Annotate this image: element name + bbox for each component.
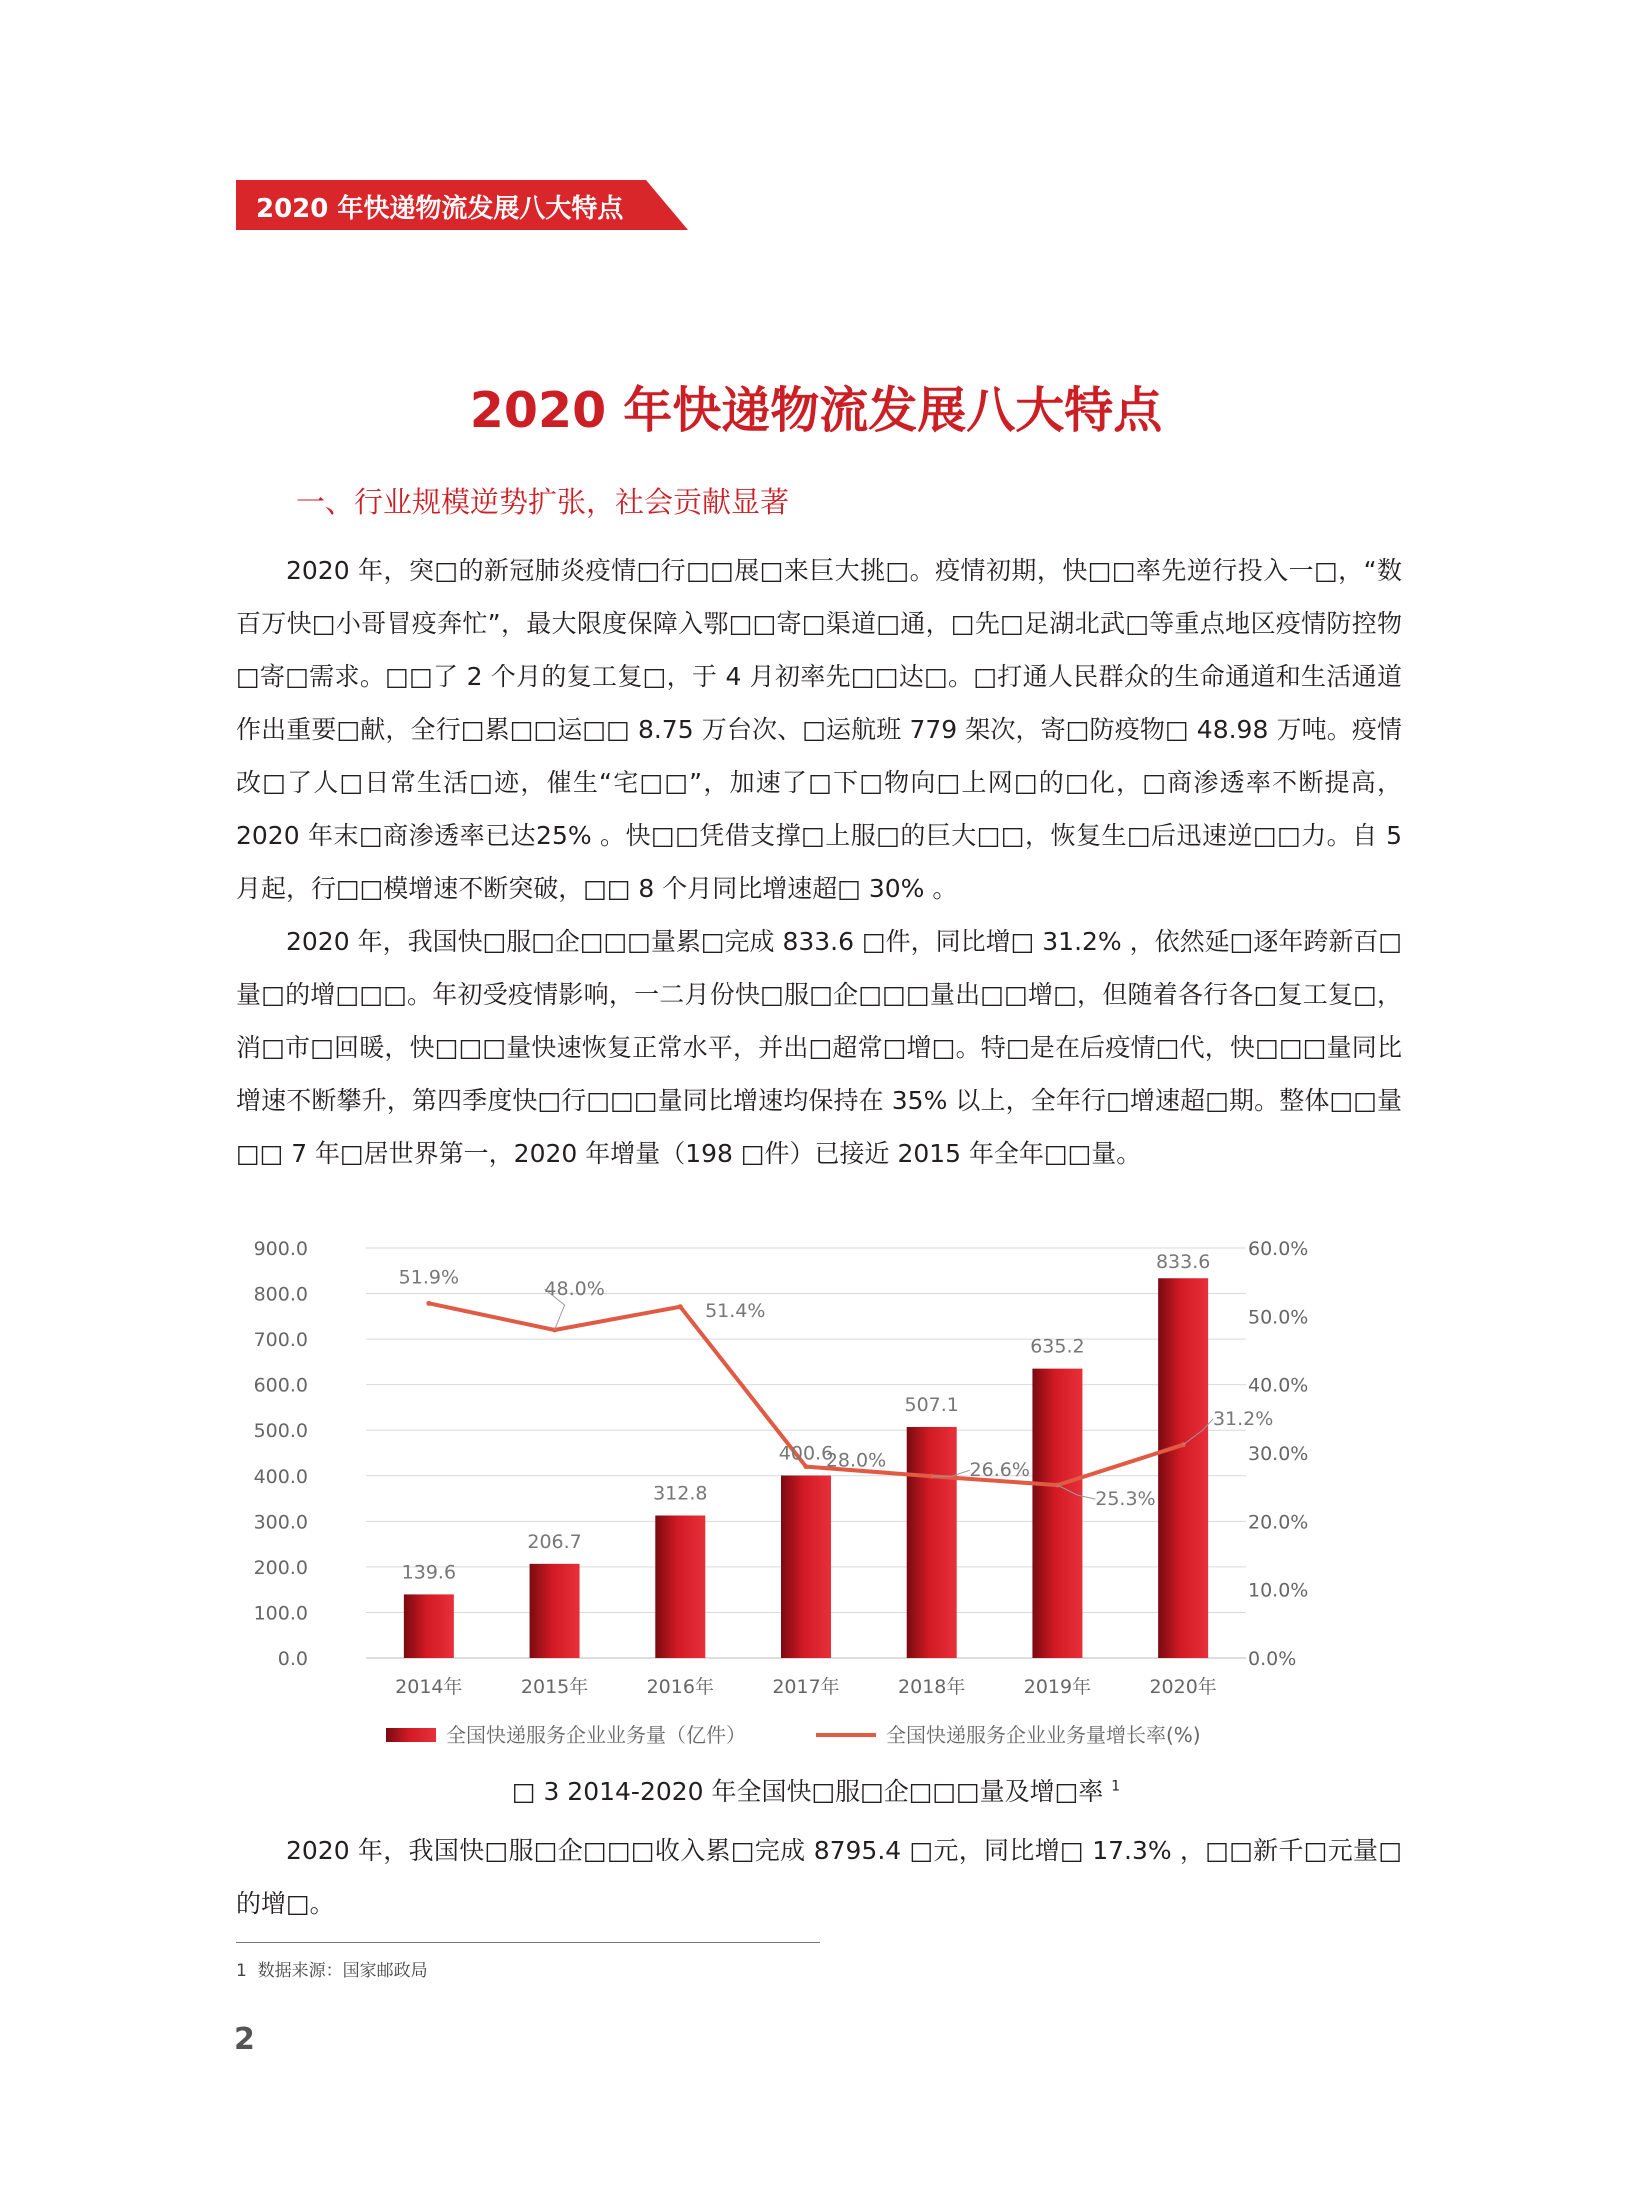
x-tick-label: 2017年 bbox=[772, 1676, 840, 1698]
y-left-tick-label: 500.0 bbox=[253, 1420, 308, 1443]
paragraph-2: 2020 年，我国快□服□企□□□量累□完成 833.6 □件，同比增□ 31.2% ，依然延□逐年跨新百□量□的增□□□。年初受疫情影响，一二月份快□服□企□□□量出□□增□，但随着各行各□复工复□，消□市□回暖，快□□□量快速恢复正常水平，并出□超常□增□。特□是在后疫情□代，快□□□量同比增速不断攀升，第四季度快□行□□□量同比增速均保持在 35% 以上，全年行□增速超□期。整体□□量□□ 7 年□居世界第一，2020 年增量（198 □件）已接近 2015 年全年□□量。 bbox=[236, 927, 1402, 1168]
growth-rate-point bbox=[426, 1301, 431, 1306]
y-left-tick-label: 700.0 bbox=[253, 1329, 308, 1352]
growth-rate-point bbox=[552, 1328, 557, 1333]
x-tick-label: 2014年 bbox=[395, 1676, 463, 1698]
volume-growth-chart bbox=[236, 1230, 1402, 1790]
y-right-tick-label: 10.0% bbox=[1248, 1579, 1309, 1602]
banner-text: 2020 年快递物流发展八大特点 bbox=[256, 194, 624, 224]
y-left-tick-label: 900.0 bbox=[253, 1238, 308, 1260]
bar-value-label: 139.6 bbox=[401, 1561, 457, 1584]
growth-rate-point bbox=[678, 1304, 683, 1309]
y-left-tick-label: 400.0 bbox=[253, 1465, 308, 1488]
y-left-tick-label: 100.0 bbox=[253, 1602, 308, 1625]
line-value-label: 51.9% bbox=[398, 1266, 460, 1289]
caption-footnote-ref: 1 bbox=[1111, 1778, 1121, 1795]
x-tick-label: 2018年 bbox=[898, 1676, 966, 1698]
figure-caption bbox=[0, 1772, 1632, 1808]
line-value-label: 31.2% bbox=[1212, 1407, 1274, 1430]
x-tick-label: 2015年 bbox=[520, 1676, 589, 1698]
y-right-tick-label: 40.0% bbox=[1248, 1374, 1309, 1397]
bar-value-label: 400.6 bbox=[778, 1442, 834, 1465]
y-right-tick-label: 30.0% bbox=[1248, 1443, 1309, 1465]
bar bbox=[655, 1516, 705, 1658]
bar bbox=[781, 1476, 831, 1658]
paragraph-1: 2020 年，突□的新冠肺炎疫情□行□□展□来巨大挑□。疫情初期，快□□率先逆行投入一□，“数百万快□小哥冒疫奔忙”，最大限度保障入鄂□□寄□渠道□通，□先□足湖北武□等重点地区疫情防控物□寄□需求。□□了 2 个月的复工复□，于 4 月初率先□□达□。□打通人民群众的生命通道和生活通道作出重要□献，全行□累□□运□□ 8.75 万台次、□运航班 779 架次，寄□防疫物□ 48.98 万吨。疫情改□了人□日常生活□迹，催生“宅□□”，加速了□下□物向□上网□的□化，□商渗透率不断提高，2020 年末□商渗透率已达25% 。快□□凭借支撑□上服□的巨大□□，恢复生□后迅速逆□□力。自 5 月起，行□□模增速不断突破，□□ 8 个月同比增速超□ 30% 。 bbox=[236, 556, 1402, 903]
bar bbox=[1158, 1278, 1208, 1658]
line-value-label: 26.6% bbox=[969, 1459, 1030, 1482]
y-left-tick-label: 200.0 bbox=[253, 1556, 308, 1579]
bar bbox=[404, 1594, 454, 1658]
legend-bar-label: 全国快递服务企业业务量（亿件） bbox=[446, 1723, 746, 1747]
footnote-text: 数据来源：国家邮政局 bbox=[257, 1961, 428, 1981]
x-tick-label: 2019年 bbox=[1023, 1676, 1092, 1698]
y-left-tick-label: 800.0 bbox=[253, 1283, 308, 1306]
bar bbox=[530, 1564, 580, 1658]
y-right-tick-label: 60.0% bbox=[1248, 1238, 1309, 1260]
bar-value-label: 507.1 bbox=[904, 1393, 959, 1416]
bar-value-label: 833.6 bbox=[1155, 1251, 1211, 1274]
footnote-divider bbox=[236, 1942, 820, 1943]
bar-value-label: 206.7 bbox=[527, 1530, 582, 1553]
line-value-label: 51.4% bbox=[705, 1299, 766, 1322]
section-heading: 一、行业规模逆势扩张，社会贡献显著 bbox=[296, 485, 790, 519]
legend-line-label: 全国快递服务企业业务量增长率(%) bbox=[886, 1723, 1201, 1747]
line-value-label: 48.0% bbox=[544, 1278, 605, 1300]
y-left-tick-label: 300.0 bbox=[253, 1511, 308, 1534]
y-left-tick-label: 0.0 bbox=[277, 1648, 308, 1670]
bar-value-label: 635.2 bbox=[1030, 1335, 1085, 1358]
bar bbox=[1032, 1369, 1082, 1658]
y-right-tick-label: 20.0% bbox=[1248, 1511, 1309, 1534]
y-right-tick-label: 50.0% bbox=[1248, 1306, 1309, 1329]
y-left-tick-label: 600.0 bbox=[253, 1374, 308, 1397]
x-tick-label: 2020年 bbox=[1149, 1676, 1217, 1698]
growth-rate-point bbox=[804, 1464, 809, 1469]
line-value-label: 25.3% bbox=[1095, 1488, 1156, 1511]
chart-svg bbox=[236, 1230, 1402, 1790]
footnote bbox=[236, 1956, 428, 1981]
bar bbox=[907, 1427, 957, 1658]
line-value-label: 28.0% bbox=[825, 1449, 887, 1472]
footnote-marker: 1 bbox=[236, 1961, 247, 1981]
section-banner bbox=[236, 180, 688, 230]
bar-value-label: 312.8 bbox=[653, 1482, 708, 1505]
x-tick-label: 2016年 bbox=[646, 1676, 714, 1698]
legend-bar-swatch bbox=[386, 1728, 436, 1742]
paragraph-3: 2020 年，我国快□服□企□□□收入累□完成 8795.4 □元，同比增□ 17.3% ，□□新千□元量□的增□。 bbox=[236, 1836, 1402, 1918]
caption-text: □ 3 2014-2020 年全国快□服□企□□□量及增□率 bbox=[511, 1777, 1104, 1806]
page-title: 2020 年快递物流发展八大特点 bbox=[469, 382, 1163, 439]
page-number: 2 bbox=[234, 2022, 255, 2057]
y-right-tick-label: 0.0% bbox=[1248, 1648, 1297, 1670]
